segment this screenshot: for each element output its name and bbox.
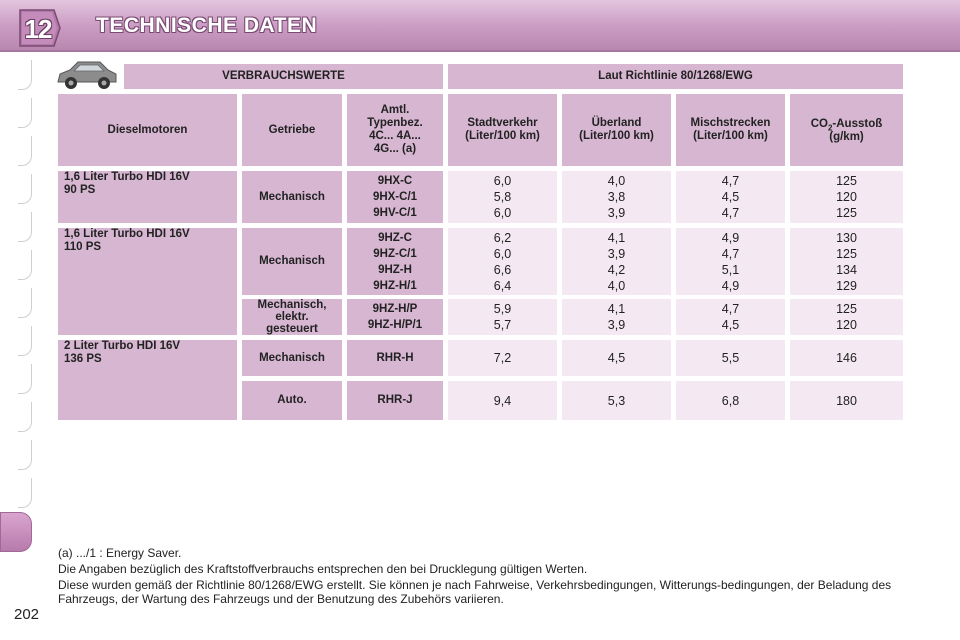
type-codes: 9HZ-H/P 9HZ-H/P/1 (347, 299, 443, 335)
col-header-engines: Dieselmotoren (58, 94, 237, 166)
type-codes: 9HX-C 9HX-C/1 9HV-C/1 (347, 171, 443, 223)
chapter-tab[interactable] (18, 326, 32, 356)
gearbox-label: Mechanisch (242, 171, 342, 223)
directive-cell (448, 64, 903, 89)
co2-values: 125 120 125 (790, 171, 903, 223)
chapter-tab[interactable] (18, 478, 32, 508)
chapter-tab[interactable] (18, 98, 32, 128)
combined-values: 4,7 4,5 4,7 (676, 171, 785, 223)
directive-label: Laut Richtlinie 80/1268/EWG (598, 70, 753, 82)
col-header-urban: Stadtverkehr (Liter/100 km) (448, 94, 557, 166)
col-header-gearbox: Getriebe (242, 94, 342, 166)
col-header-type: Amtl. Typenbez. 4C... 4A... 4G... (a) (347, 94, 443, 166)
gearbox-label: Auto. (242, 381, 342, 420)
urban-values: 5,9 5,7 (448, 299, 557, 335)
gearbox-label: Mechanisch, elektr. gesteuert (242, 299, 342, 335)
urban-values: 9,4 (448, 381, 557, 420)
extra-urban-values: 4,1 3,9 4,2 4,0 (562, 228, 671, 295)
extra-urban-values: 4,1 3,9 (562, 299, 671, 335)
gearbox-label: Mechanisch (242, 340, 342, 376)
co2-values: 125 120 (790, 299, 903, 335)
combined-values: 6,8 (676, 381, 785, 420)
chapter-tab[interactable] (18, 136, 32, 166)
type-codes: RHR-H (347, 340, 443, 376)
page-number: 202 (14, 606, 40, 623)
combined-values: 5,5 (676, 340, 785, 376)
gearbox-label: Mechanisch (242, 228, 342, 295)
chapter-tab-active[interactable] (0, 512, 32, 552)
extra-urban-values: 4,0 3,8 3,9 (562, 171, 671, 223)
type-codes: 9HZ-C 9HZ-C/1 9HZ-H 9HZ-H/1 (347, 228, 443, 295)
chapter-number: 12 (24, 14, 52, 44)
co2-values: 146 (790, 340, 903, 376)
chapter-tab[interactable] (18, 288, 32, 318)
chapter-tab[interactable] (18, 60, 32, 90)
chapter-badge (14, 6, 62, 50)
chapter-tab[interactable] (18, 250, 32, 280)
footnote-energy-saver: (a) .../1 : Energy Saver. (58, 546, 182, 560)
section-title-cell (124, 64, 443, 89)
chapter-tab[interactable] (18, 364, 32, 394)
extra-urban-values: 4,5 (562, 340, 671, 376)
car-icon (54, 58, 120, 92)
col-header-combined: Mischstrecken (Liter/100 km) (676, 94, 785, 166)
chapter-tab[interactable] (18, 402, 32, 432)
engine-label: 1,6 Liter Turbo HDI 16V 90 PS (58, 171, 237, 223)
urban-values: 6,0 5,8 6,0 (448, 171, 557, 223)
chapter-tab[interactable] (18, 212, 32, 242)
col-header-extra-urban: Überland (Liter/100 km) (562, 94, 671, 166)
note-validity: Die Angaben bezüglich des Kraftstoffverbrauchs entsprechen den bei Drucklegung gültigen Werten. (58, 562, 588, 576)
footnotes (58, 546, 918, 608)
urban-values: 7,2 (448, 340, 557, 376)
chapter-tab-strip (0, 60, 34, 560)
combined-values: 4,9 4,7 5,1 4,9 (676, 228, 785, 295)
urban-values: 6,2 6,0 6,6 6,4 (448, 228, 557, 295)
col-header-co2: $CO_2$-Ausstoß (g/km) (790, 94, 903, 166)
type-codes: RHR-J (347, 381, 443, 420)
co2-values: 180 (790, 381, 903, 420)
engine-label: 2 Liter Turbo HDI 16V 136 PS (58, 340, 237, 420)
combined-values: 4,7 4,5 (676, 299, 785, 335)
extra-urban-values: 5,3 (562, 381, 671, 420)
chapter-tab[interactable] (18, 174, 32, 204)
section-title: VERBRAUCHSWERTE (222, 70, 345, 82)
chapter-header (0, 0, 960, 52)
chapter-tab[interactable] (18, 440, 32, 470)
page-title: TECHNISCHE DATEN (96, 14, 318, 37)
co2-values: 130 125 134 129 (790, 228, 903, 295)
engine-label: 1,6 Liter Turbo HDI 16V 110 PS (58, 228, 237, 335)
note-directive: Diese wurden gemäß der Richtlinie 80/1268/EWG erstellt. Sie können je nach Fahrweise, Verkehrsbedingungen, Witterungs-bedingungen, der Beladung des Fahrzeugs, der Wartung des Fahrzeugs und der Benutzung des Zubehörs variieren. (58, 578, 892, 606)
